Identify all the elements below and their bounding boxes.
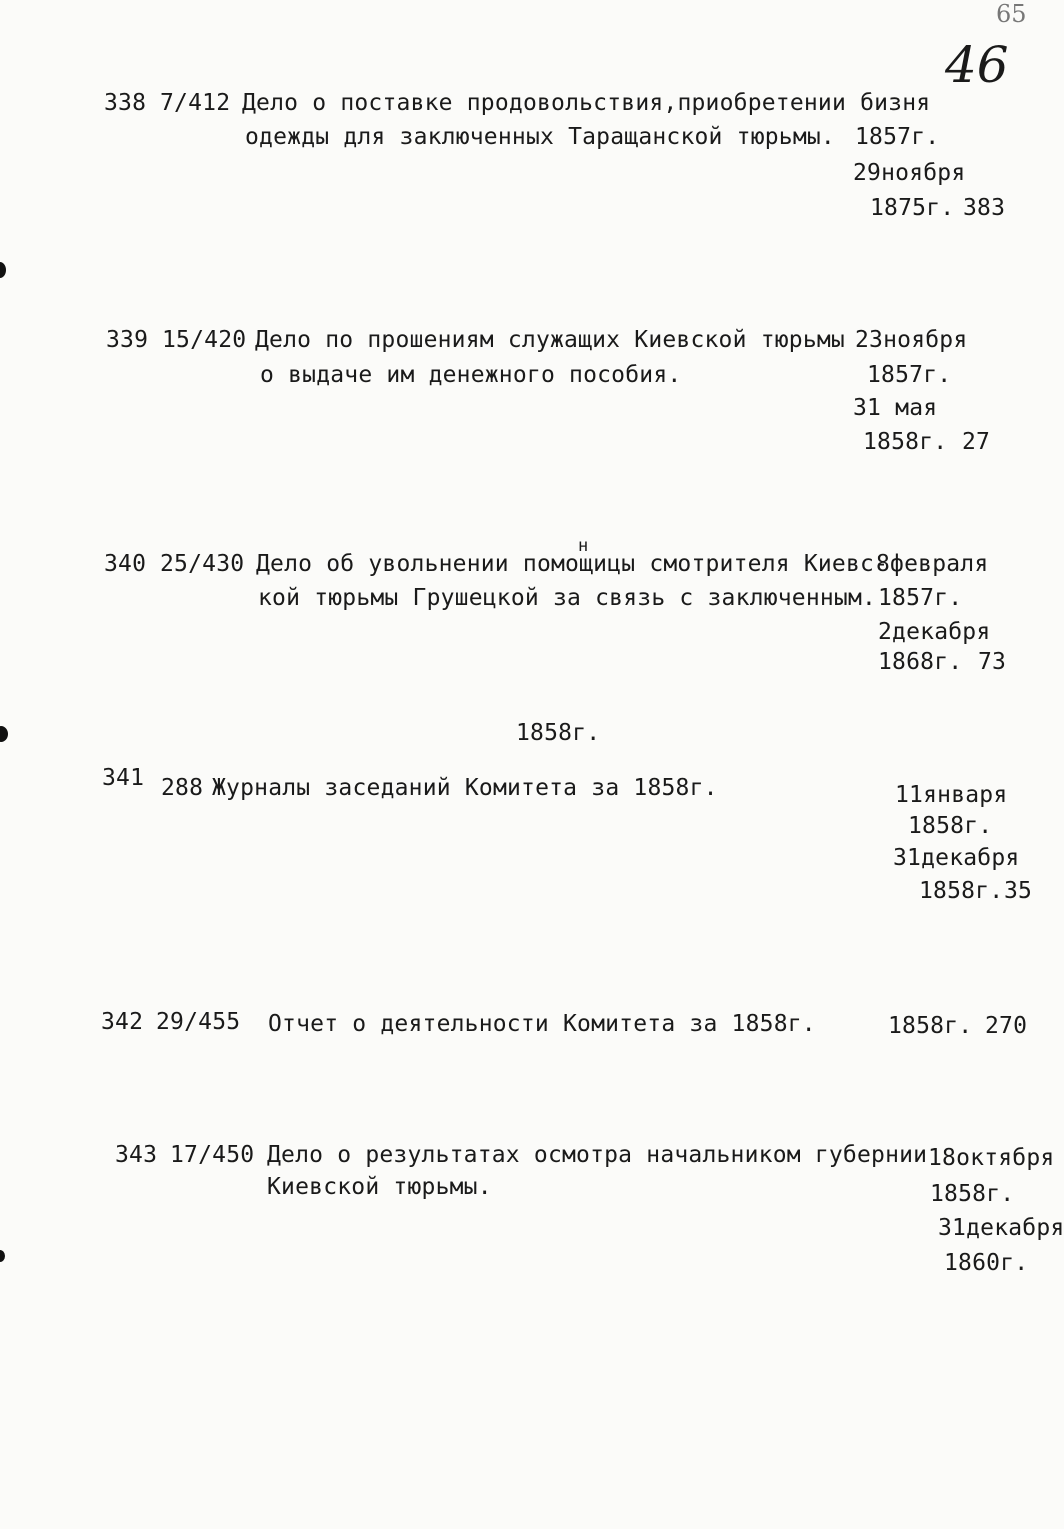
entry-date-end-year: 1858г. [863,429,948,455]
entry-date-start-day: 8февраля [876,551,989,577]
entry-description-line1: Дело по прошениям служащих Киевской тюрьмы [255,327,845,353]
entry-code: 288 [161,775,204,801]
entry-date-end-year: 1858г. [919,878,1004,904]
entry-number: 340 [104,551,147,577]
entry-number: 338 [104,90,147,116]
entry-code: 29/455 [156,1009,241,1035]
entry-date-start-year: 1858г. [908,813,993,839]
entry-description-line2: одежды для заключенных Таращанской тюрьмы. [245,124,835,150]
entry-description-line1: Журналы заседаний Комитета за 1858г. [212,775,718,801]
entry-sheet-count: 73 [978,649,1007,675]
year-heading: 1858г. [516,720,601,746]
entry-description-line1: Дело о поставке продовольствия,приобретении бизня [242,90,931,116]
entry-sheet-count: 270 [985,1013,1028,1039]
entry-description-line2: о выдаче им денежного пособия. [260,362,682,388]
entry-date-start-day: 23ноября [855,327,968,353]
entry-date-end-day: 31декабря [893,845,1020,871]
entry-description-line1: Дело о результатах осмотра начальником губернии [267,1142,928,1168]
entry-number: 341 [102,765,145,791]
entry-description-line1: Дело об увольнении помощицы смотрителя Киевс- [256,551,889,577]
entry-date-start-year: 1857г. [855,124,940,150]
entry-code: 25/430 [160,551,245,577]
handwritten-page-number: 46 [945,36,1009,94]
entry-number: 339 [106,327,149,353]
entry-date-end-day: 29ноября [853,160,966,186]
entry-date-start-year: 1858г. [930,1181,1015,1207]
entry-description-line1: Отчет о деятельности Комитета за 1858г. [268,1011,816,1037]
punch-hole-mark [0,262,6,278]
entry-date-start-year: 1857г. [867,362,952,388]
entry-description-line2: Киевской тюрьмы. [267,1174,492,1200]
entry-number: 342 [101,1009,144,1035]
entry-date-start-day: 11января [895,782,1008,808]
entry-code: 17/450 [170,1142,255,1168]
entry-description-line2: кой тюрьмы Грушецкой за связь с заключенным. [258,585,877,611]
entry-date-end-day: 31 мая [853,395,938,421]
entry-sheet-count: 27 [962,429,991,455]
punch-hole-mark [0,726,8,742]
entry-sheet-count: 383 [963,195,1006,221]
entry-date-start-day: 18октября [928,1145,1055,1171]
entry-date-end-day: 31декабря [938,1215,1064,1241]
punch-hole-mark [0,1250,5,1262]
entry-date-start-year: 1858г. [888,1013,973,1039]
entry-date-start-year: 1857г. [878,585,963,611]
entry-description-correction: н [578,536,589,556]
entry-sheet-count: 35 [1004,878,1033,904]
entry-number: 343 [115,1142,158,1168]
entry-date-end-day: 2декабря [878,619,991,645]
entry-date-end-year: 1860г. [944,1250,1029,1276]
entry-date-end-year: 1875г. [870,195,955,221]
entry-date-end-year: 1868г. [878,649,963,675]
corner-page-mark: 65 [996,0,1027,28]
entry-code: 15/420 [162,327,247,353]
entry-code: 7/412 [160,90,231,116]
